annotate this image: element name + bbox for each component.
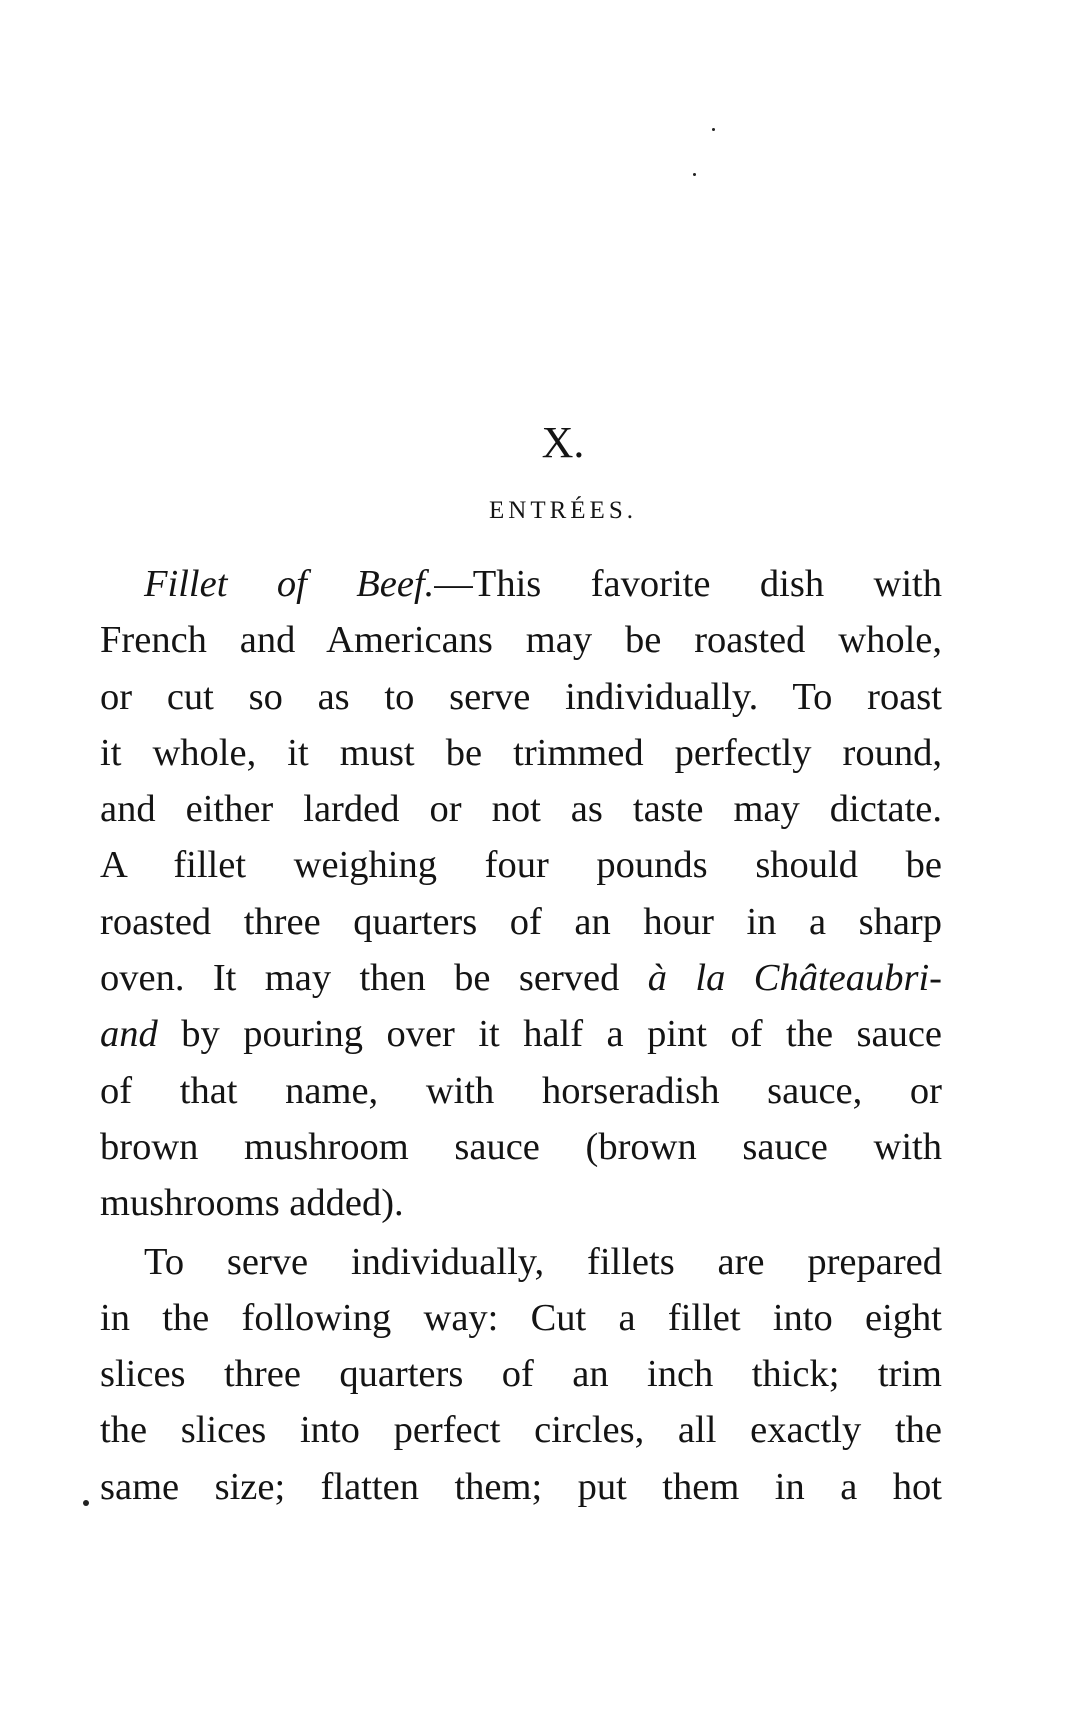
text-line: or cut so as to serve individually. To roast: [100, 675, 942, 718]
text-line: [100, 1006, 942, 1062]
text-line: roasted three quarters of an hour in a sharp: [100, 900, 942, 943]
chapter-title: ENTRÉES.: [489, 497, 637, 524]
print-speck: [712, 128, 715, 131]
chapter-number: X.: [541, 418, 585, 467]
text-line: slices three quarters of an inch thick; trim: [100, 1353, 942, 1396]
text-line: [100, 950, 942, 1006]
text-line: To serve individually, fillets are prepared: [144, 1240, 942, 1283]
text-run: oven. It may then be served: [100, 957, 620, 1000]
text-line: and either larded or not as taste may dictate.: [100, 788, 942, 831]
text-run: —This favorite dish with: [434, 563, 942, 605]
italic-run: à la Châteaubri-: [647, 957, 942, 1000]
print-speck: [693, 173, 696, 176]
text-line: same size; flatten them; put them in a hot: [100, 1465, 942, 1508]
text-line: brown mushroom sauce (brown sauce with: [100, 1125, 942, 1168]
text-line: French and Americans may be roasted whole,: [100, 619, 942, 662]
body-text: [100, 556, 942, 1515]
recipe-title: Fillet of Beef.: [144, 563, 435, 605]
text-run: by pouring over it half a pint of the sauce: [181, 1013, 943, 1056]
text-line: mushrooms added).: [100, 1182, 404, 1225]
italic-run: and: [100, 1013, 158, 1056]
text-line: in the following way: Cut a fillet into eight: [100, 1296, 942, 1339]
text-line: the slices into perfect circles, all exactly the: [100, 1409, 942, 1452]
text-line: [100, 556, 942, 612]
text-line: it whole, it must be trimmed perfectly round,: [100, 731, 942, 774]
print-speck: [83, 1500, 89, 1506]
text-line: A fillet weighing four pounds should be: [100, 844, 942, 887]
text-line: of that name, with horseradish sauce, or: [100, 1069, 942, 1112]
